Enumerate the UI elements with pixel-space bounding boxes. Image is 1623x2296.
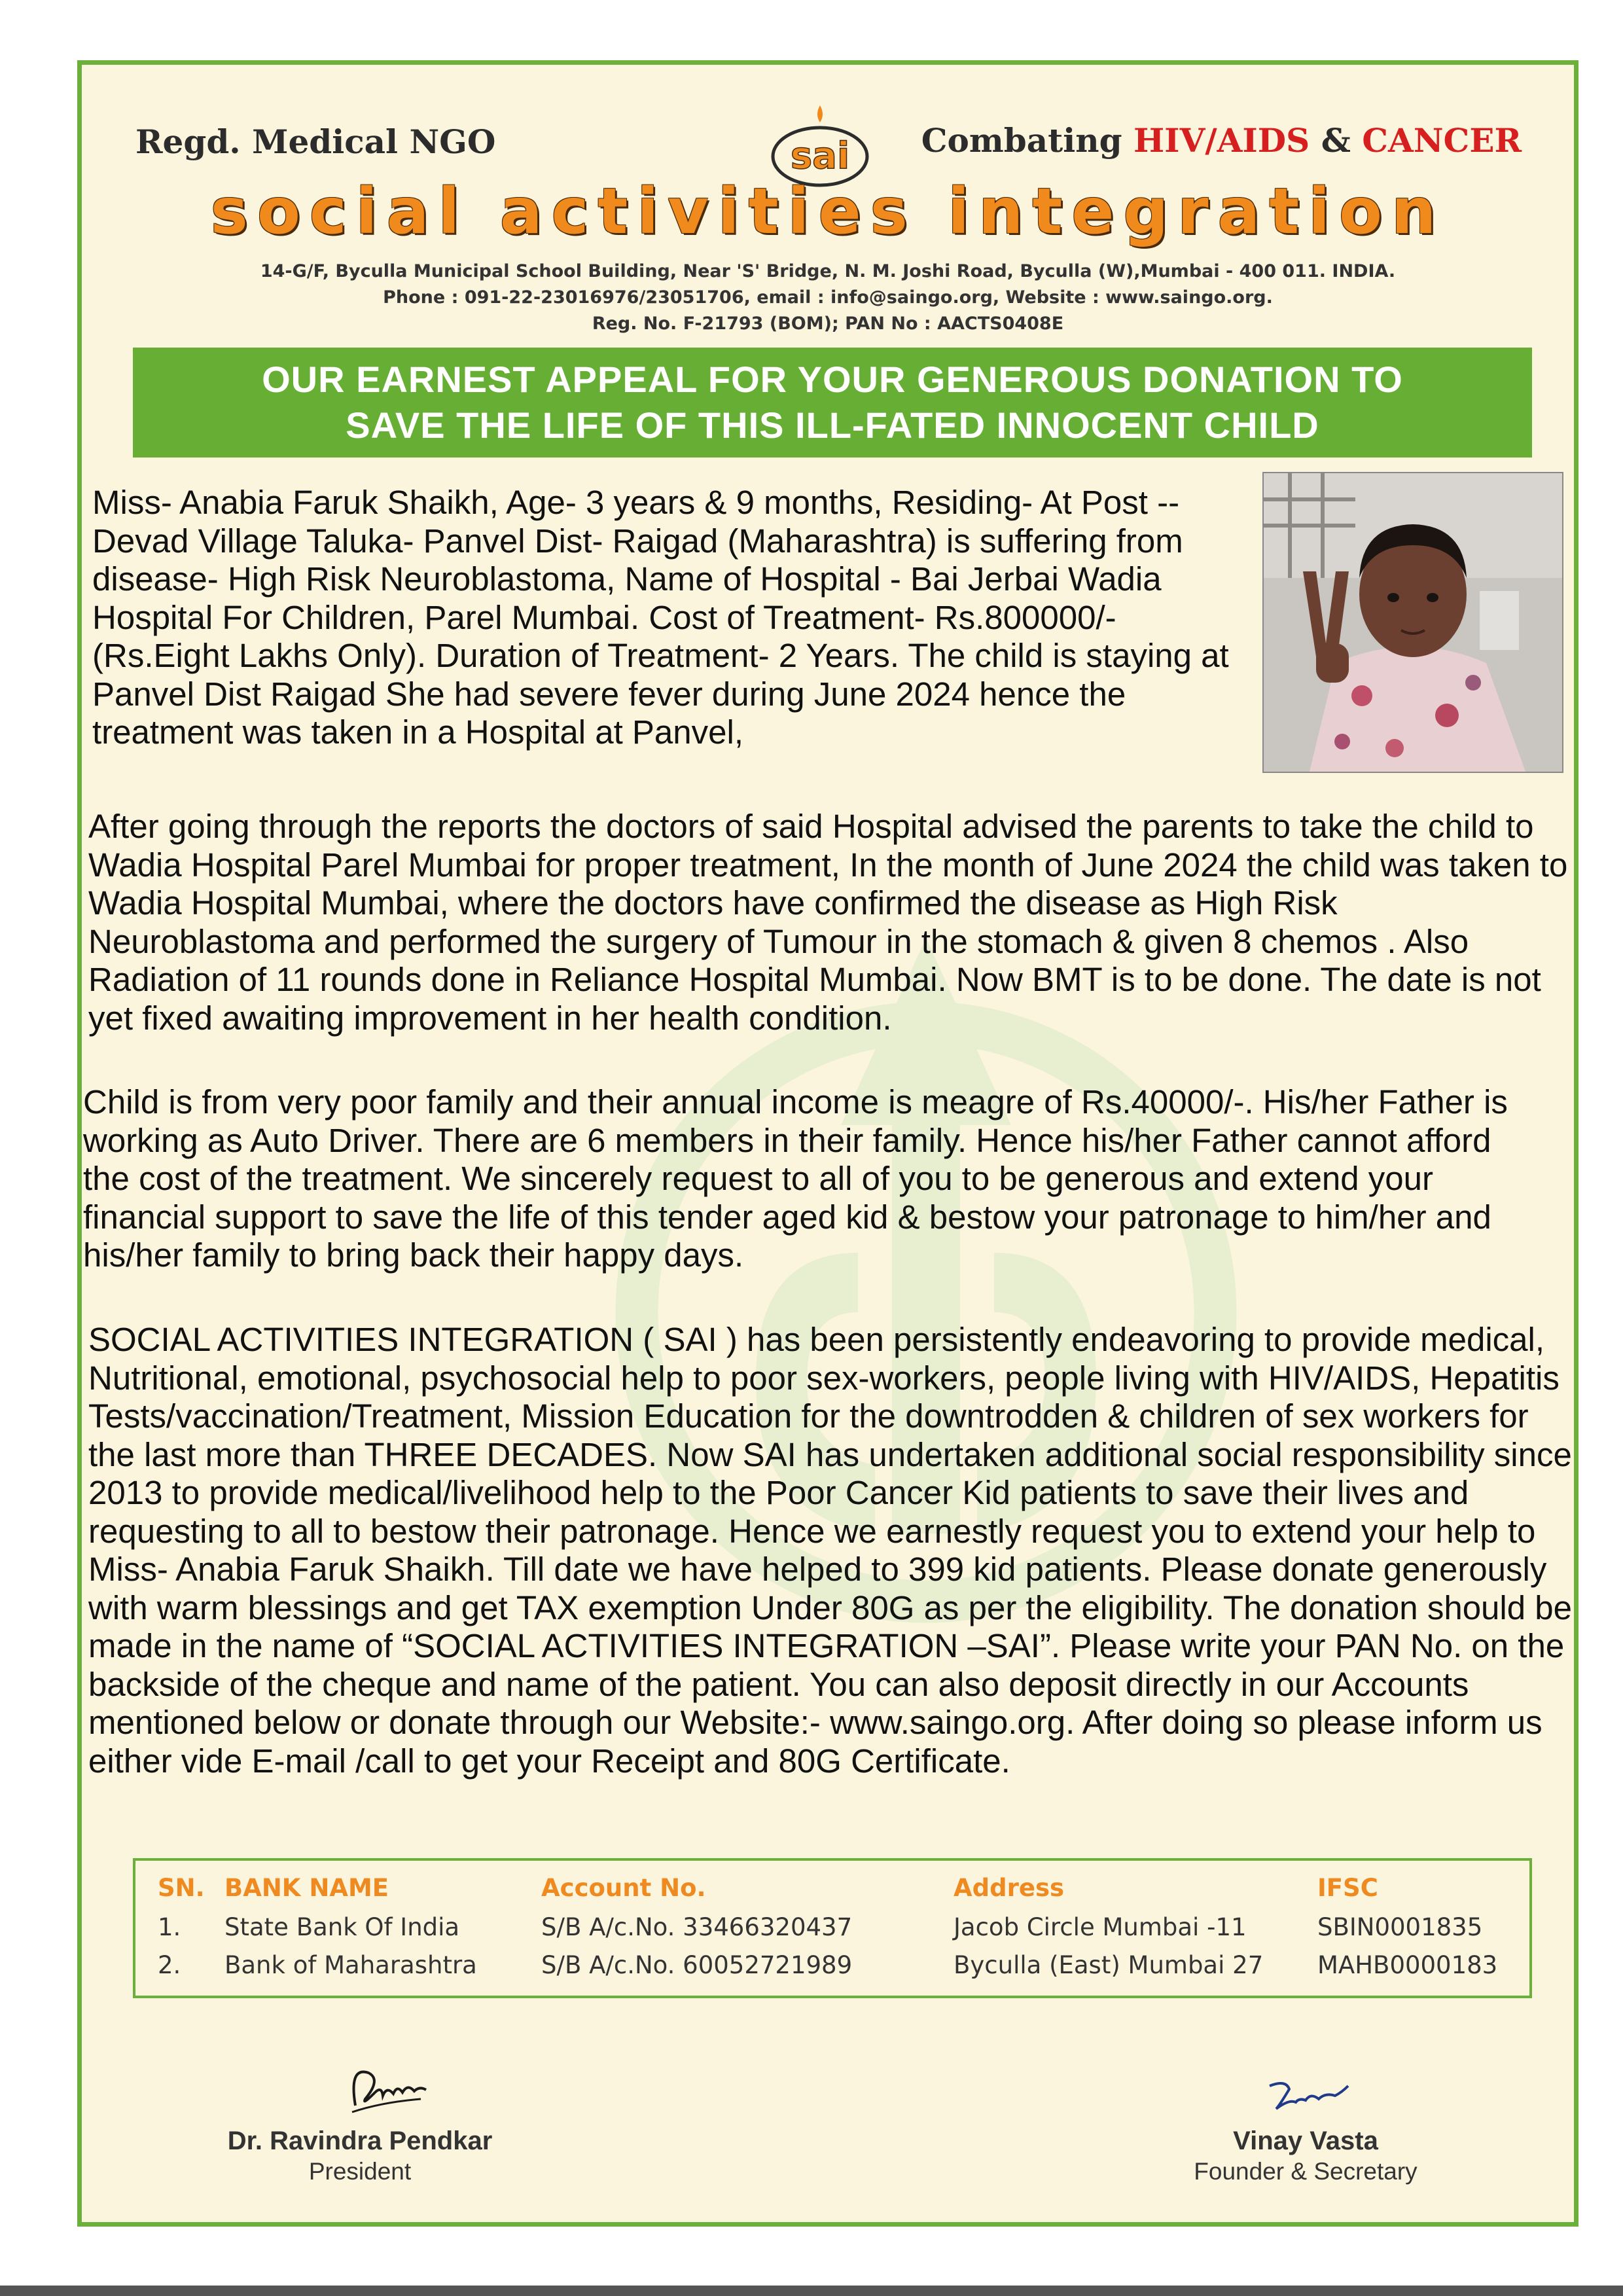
hiv-aids-text: HIV/AIDS bbox=[1133, 121, 1310, 160]
appeal-banner bbox=[133, 348, 1532, 457]
registration-label: Regd. Medical NGO bbox=[135, 122, 496, 161]
row-account-no: S/B A/c.No. 33466320437 bbox=[541, 1912, 853, 1941]
president-title: President bbox=[308, 2158, 412, 2185]
logo-text: sai bbox=[790, 135, 850, 177]
row-account-no: S/B A/c.No. 60052721989 bbox=[541, 1950, 853, 1979]
president-name: Dr. Ravindra Pendkar bbox=[227, 2126, 493, 2155]
organization-appeal-paragraph: SOCIAL ACTIVITIES INTEGRATION ( SAI ) has been persistently endeavoring to provide medical, Nutritional, emotional, psychosocial help to poor sex-workers, people living with HIV/AIDS, Hepatitis Tests/vaccination/Treatment, Mission Education for the downtrodden & children of sex workers for the last more than THREE DECADES. Now SAI has undertaken additional social responsibility since 2013 to provide medical/livelihood help to the Poor Cancer Kid patients to save their lives and requesting to all to bestow their patronage. Hence we earnestly request you to extend your help to Miss- Anabia Faruk Shaikh. Till date we have helped to 399 kid patients. Please donate generously with warm blessings and get TAX exemption Under 80G as per the eligibility. The donation should be made in the name of “SOCIAL ACTIVITIES INTEGRATION –SAI”. Please write your PAN No. on the backside of the cheque and name of the patient. You can also deposit directly in our Accounts mentioned below or donate through our Website:- www.saingo.org. After doing so please inform us either vide E-mail /call to get your Receipt and 80G Certificate. bbox=[88, 1321, 1573, 1780]
child-details-paragraph: Miss- Anabia Faruk Shaikh, Age- 3 years & 9 months, Residing- At Post -- Devad Village Taluka- Panvel Dist- Raigad (Maharashtra) is suffering from disease- High Risk Neuroblastoma, Name of Hospital - Bai Jerbai Wadia Hospital For Children, Parel Mumbai. Cost of Treatment- Rs.800000/- (Rs.Eight Lakhs Only). Duration of Treatment- 2 Years. The child is staying at Panvel Dist Raigad She had severe fever during June 2024 hence the treatment was taken in a Hospital at Panvel, bbox=[92, 484, 1229, 751]
row-ifsc: SBIN0001835 bbox=[1317, 1912, 1483, 1941]
row-address: Jacob Circle Mumbai -11 bbox=[954, 1912, 1247, 1941]
table-header-row bbox=[158, 1870, 1520, 1908]
row-bank-name: Bank of Maharashtra bbox=[224, 1950, 477, 1979]
header-ifsc: IFSC bbox=[1317, 1873, 1378, 1902]
secretary-signature bbox=[1260, 2073, 1358, 2125]
banner-line-1: OUR EARNEST APPEAL FOR YOUR GENEROUS DONATION TO bbox=[262, 359, 1403, 400]
table-row bbox=[158, 1946, 1520, 1984]
bank-details-table bbox=[158, 1870, 1520, 1984]
bank-details-box bbox=[133, 1858, 1532, 1998]
ampersand-text: & bbox=[1310, 121, 1363, 160]
row-ifsc: MAHB0000183 bbox=[1317, 1950, 1498, 1979]
combating-prefix: Combating bbox=[921, 121, 1133, 160]
row-sn: 1. bbox=[158, 1912, 181, 1941]
child-photo-image bbox=[1264, 473, 1562, 772]
family-situation-paragraph: Child is from very poor family and their annual income is meagre of Rs.40000/-. His/her Father is working as Auto Driver. There are 6 members in their family. Hence his/her Father cannot afford the cost of the treatment. We sincerely request to all of you to be generous and extend your financial support to save the life of this tender aged kid & bestow your patronage to him/her and his/her family to bring back their happy days. bbox=[83, 1083, 1508, 1274]
address-line: 14-G/F, Byculla Municipal School Building, Near 'S' Bridge, N. M. Joshi Road, Byculla (W),Mumbai - 400 011. INDIA. bbox=[260, 261, 1396, 281]
header-sn: SN. bbox=[158, 1873, 205, 1902]
secretary-title: Founder & Secretary bbox=[1194, 2158, 1418, 2185]
contact-line: Phone : 091-22-23016976/23051706, email : info@saingo.org, Website : www.saingo.org. bbox=[383, 287, 1273, 308]
page-bottom-edge bbox=[0, 2286, 1623, 2296]
child-photo bbox=[1262, 472, 1563, 773]
treatment-history-paragraph: After going through the reports the doctors of said Hospital advised the parents to take the child to Wadia Hospital Parel Mumbai for proper treatment, In the month of June 2024 the child was taken to Wadia Hospital Mumbai, where the doctors have confirmed the disease as High Risk Neuroblastoma and performed the surgery of Tumour in the stomach & given 8 chemos . Also Radiation of 11 rounds done in Reliance Hospital Mumbai. Now BMT is to be done. The date is not yet fixed awaiting improvement in her health condition. bbox=[88, 808, 1568, 1037]
row-bank-name: State Bank Of India bbox=[224, 1912, 460, 1941]
cancer-text: CANCER bbox=[1362, 121, 1522, 160]
secretary-name: Vinay Vasta bbox=[1233, 2126, 1378, 2155]
header-account-no: Account No. bbox=[541, 1873, 706, 1902]
row-address: Byculla (East) Mumbai 27 bbox=[954, 1950, 1264, 1979]
header-address: Address bbox=[954, 1873, 1064, 1902]
registration-line: Reg. No. F-21793 (BOM); PAN No : AACTS0408E bbox=[592, 314, 1064, 334]
appeal-page bbox=[77, 60, 1578, 2227]
president-signature bbox=[342, 2053, 440, 2125]
header-bank-name: BANK NAME bbox=[224, 1873, 389, 1902]
table-row bbox=[158, 1908, 1520, 1946]
banner-line-2: SAVE THE LIFE OF THIS ILL-FATED INNOCENT CHILD bbox=[346, 404, 1319, 446]
organization-name: social activities integration bbox=[210, 175, 1446, 248]
combating-label bbox=[921, 121, 1522, 160]
row-sn: 2. bbox=[158, 1950, 181, 1979]
